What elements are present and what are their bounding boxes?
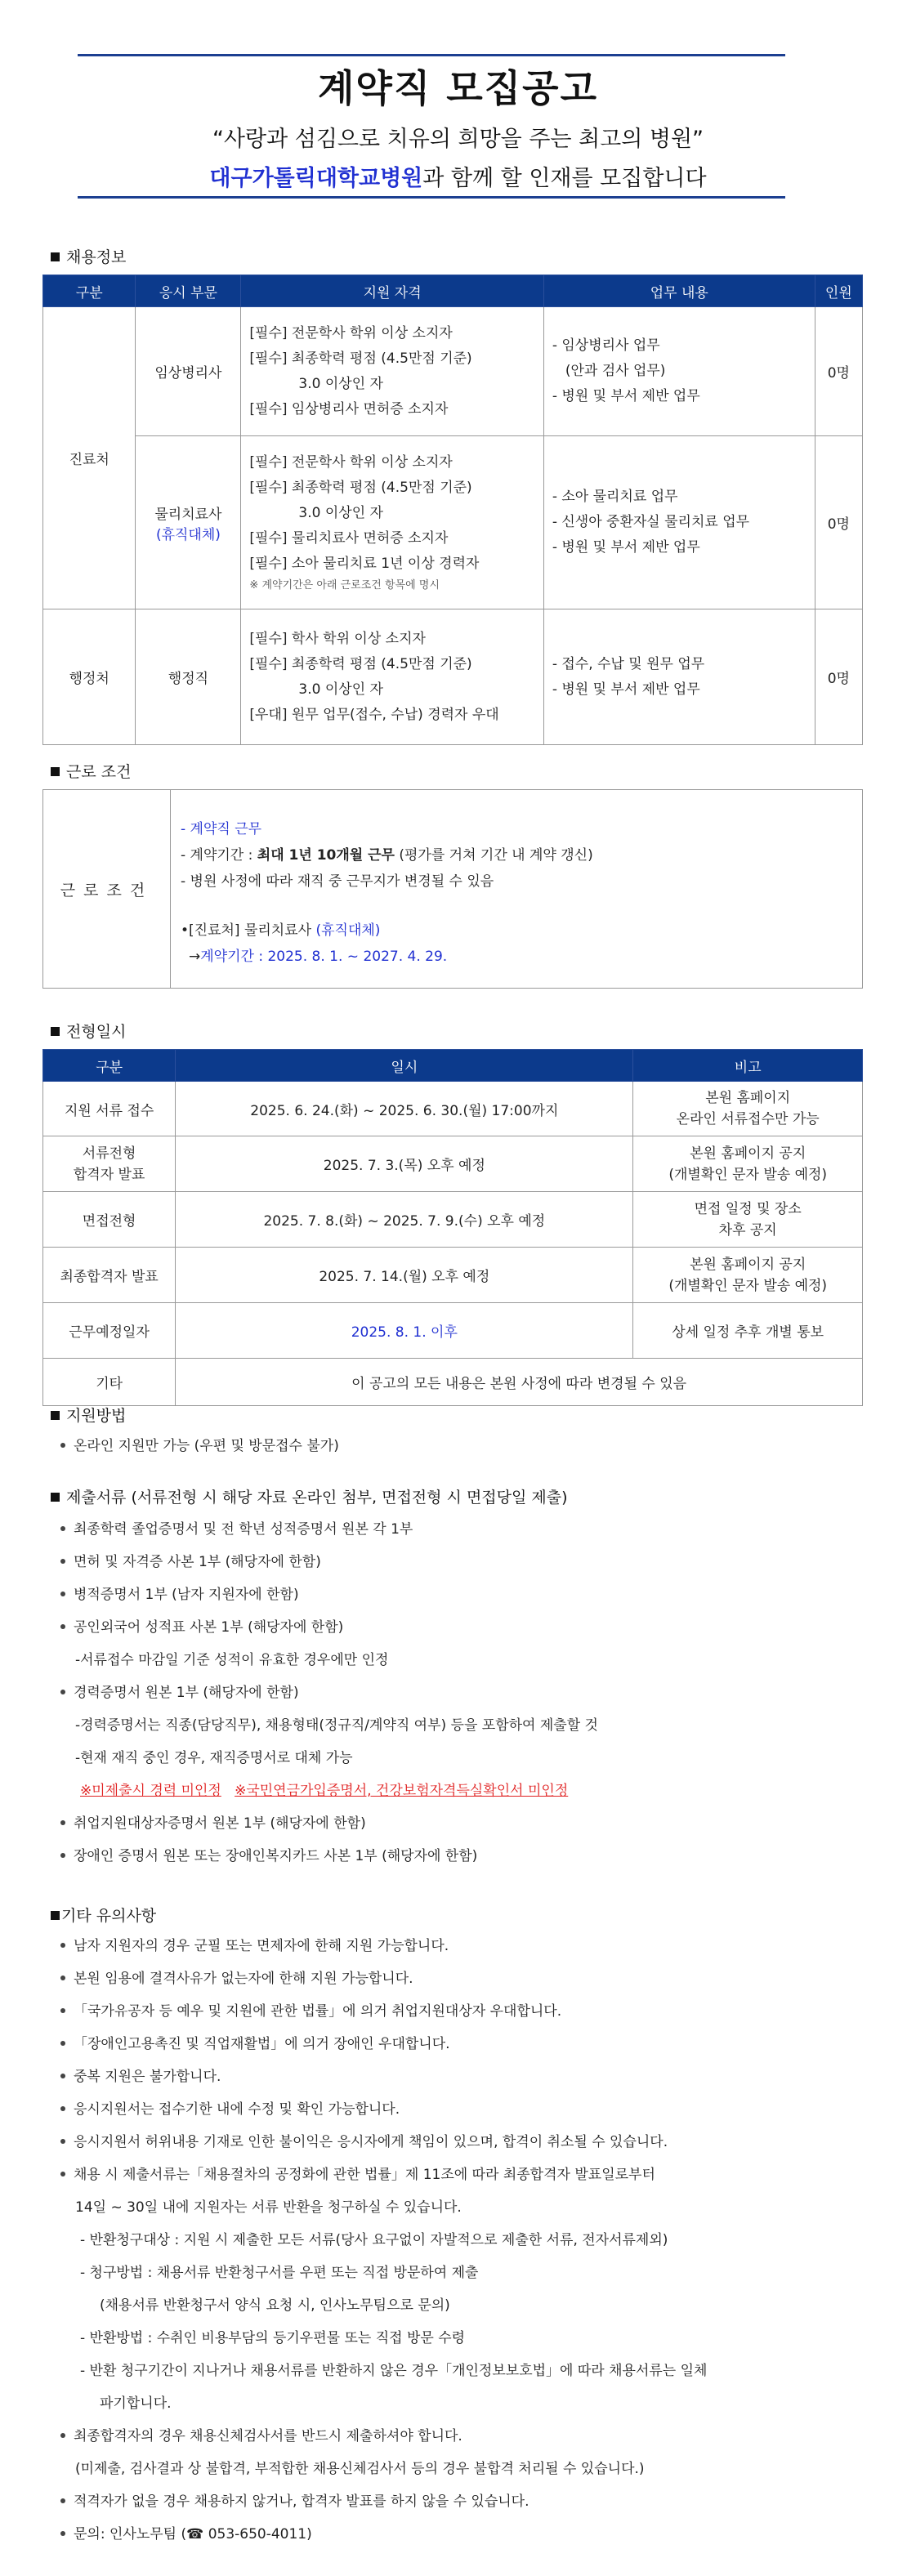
duty-cell (543, 609, 815, 745)
bullet-icon (60, 2498, 65, 2503)
col-header: 일시 (176, 1050, 633, 1082)
warning-text: ※미제출시 경력 미인정 (80, 1783, 221, 1799)
stage-cell: 근무예정일자 (43, 1303, 176, 1359)
list-subitem: (채용서류 반환청구서 양식 요청 시, 인사노무팀으로 문의) (100, 2297, 450, 2314)
list-item (51, 2485, 707, 2518)
list-subitem: - 청구방법 : 채용서류 반환청구서를 우편 또는 직접 방문하여 제출 (80, 2265, 479, 2281)
section-title: 전형일시 (66, 1023, 127, 1041)
spacer (181, 895, 593, 917)
note-cell (633, 1082, 863, 1136)
list-item (51, 2126, 707, 2159)
date-cell: 2025. 8. 1. 이후 (176, 1303, 633, 1359)
qual-line: [필수] 전문학사 학위 이상 소지자 (249, 454, 453, 471)
bullet-icon (60, 1820, 65, 1825)
list-item-text: 취업지원대상자증명서 원본 1부 (해당자에 한함) (74, 1815, 366, 1832)
note-line: 본원 홈페이지 (705, 1090, 791, 1106)
qual-cell (241, 307, 543, 436)
hospital-slogan: “사랑과 섬김으로 치유의 희망을 주는 최고의 병원” (212, 127, 704, 152)
col-header: 업무 내용 (543, 275, 815, 307)
date-cell: 2025. 7. 8.(화) ~ 2025. 7. 9.(수) 오후 예정 (176, 1192, 633, 1248)
bullet-icon (60, 1592, 65, 1596)
schedule-table (42, 1049, 863, 1406)
duty-line: - 병원 및 부서 제반 업무 (552, 539, 700, 556)
note-line: (개별확인 문자 발송 예정) (668, 1277, 828, 1294)
contact-text: 문의: 인사노무팀 (☎ 053-650-4011) (74, 2526, 312, 2543)
condition-text: •[진료처] 물리치료사 (181, 922, 316, 939)
date-cell: 2025. 7. 3.(목) 오후 예정 (176, 1136, 633, 1192)
list-item (51, 1995, 707, 2028)
list-subitem: (미제출, 검사결과 상 불합격, 부적합한 채용신체검사서 등의 경우 불합격 처리될 수 있습니다.) (75, 2461, 645, 2477)
list-item-text: 병적증명서 1부 (남자 지원자에 한함) (74, 1587, 299, 1603)
table-row (43, 1303, 863, 1359)
recruit-subtitle-tail: 과 함께 할 인재를 모집합니다 (422, 166, 707, 191)
count-cell: 0명 (815, 307, 862, 436)
col-header: 지원 자격 (241, 275, 543, 307)
table-row (43, 1248, 863, 1303)
list-item (51, 1611, 598, 1644)
list-item-text: 남자 지원자의 경우 군필 또는 면제자에 한해 지원 가능합니다. (74, 1938, 449, 1954)
stage-line: 서류전형 (82, 1145, 136, 1162)
documents-list (51, 1513, 598, 1873)
stage-cell: 면접전형 (43, 1192, 176, 1248)
section-title: 채용정보 (66, 248, 127, 266)
stage-line: 합격자 발표 (73, 1166, 145, 1183)
list-item (51, 1962, 707, 1995)
qual-line: 3.0 이상인 자 (298, 505, 383, 521)
duty-line: (안과 검사 업무) (565, 363, 666, 379)
table-row (43, 436, 863, 609)
group-cell: 진료처 (43, 307, 136, 609)
qual-line: [필수] 최종학력 평점 (4.5만점 기준) (249, 655, 472, 672)
col-header: 인원 (815, 275, 862, 307)
list-item-text: 적격자가 없을 경우 채용하지 않거나, 합격자 발표를 하지 않을 수 있습니다. (74, 2493, 529, 2510)
list-item (51, 2028, 707, 2060)
condition-line (181, 842, 593, 868)
section-work-conditions (51, 760, 131, 782)
notes-list (51, 1930, 707, 2551)
group-cell: 행정처 (43, 609, 136, 745)
bullet-icon (60, 2106, 65, 2111)
list-item (51, 2518, 707, 2551)
table-row (43, 1082, 863, 1136)
bullet-icon (60, 1559, 65, 1564)
bullet-icon (60, 2041, 65, 2046)
qual-cell (241, 436, 543, 609)
condition-line (181, 944, 593, 970)
table-row (43, 1359, 863, 1406)
work-conditions-body (181, 816, 593, 970)
section-bullet-icon (51, 252, 60, 261)
bullet-icon (60, 1526, 65, 1531)
section-bullet-icon (51, 1411, 60, 1420)
section-bullet-icon (51, 767, 60, 776)
qual-line: 3.0 이상인 자 (298, 375, 383, 392)
stage-cell: 기타 (43, 1359, 176, 1406)
condition-emph: 최대 1년 10개월 근무 (257, 847, 395, 864)
bullet-icon (60, 2139, 65, 2144)
date-cell: 2025. 7. 14.(월) 오후 예정 (176, 1248, 633, 1303)
qual-note: ※ 계약기간은 아래 근로조건 항목에 명시 (249, 579, 440, 592)
schedule-table-header (43, 1050, 863, 1082)
qual-line: [필수] 임상병리사 면허증 소지자 (249, 400, 449, 417)
bullet-icon (60, 2008, 65, 2013)
list-item-text: 장애인 증명서 원본 또는 장애인복지카드 사본 1부 (해당자에 한함) (74, 1848, 478, 1864)
bullet-icon (60, 2433, 65, 2438)
bullet-icon (60, 1624, 65, 1629)
bullet-icon (60, 1976, 65, 1980)
note-cell (633, 1136, 863, 1192)
qual-line: 3.0 이상인 자 (298, 681, 383, 698)
condition-line (181, 917, 593, 944)
list-subitem: - 반환 청구기간이 지나거나 채용서류를 반환하지 않은 경우「개인정보보호법」에 따라 채용서류는 일체 (80, 2363, 708, 2379)
list-item (51, 1430, 339, 1462)
list-item (51, 1930, 707, 1962)
list-item-text: 경력증명서 원본 1부 (해당자에 한함) (74, 1685, 299, 1701)
condition-emph: 계약기간 : 2025. 8. 1. ~ 2027. 4. 29. (200, 949, 448, 965)
bullet-icon (60, 1943, 65, 1948)
warning-text: ※국민연금가입증명서, 건강보험자격득실확인서 미인정 (235, 1783, 569, 1799)
col-header: 비고 (633, 1050, 863, 1082)
qual-line: [필수] 학사 학위 이상 소지자 (249, 630, 426, 647)
hospital-name: 대구가톨릭대학교병원 (209, 166, 423, 191)
list-subitem: 파기합니다. (100, 2395, 172, 2412)
table-row (43, 307, 863, 436)
note-line: 본원 홈페이지 공지 (690, 1145, 807, 1162)
work-conditions-label: 근로조건 (43, 790, 171, 988)
list-item-text: 최종학력 졸업증명서 및 전 학년 성적증명서 원본 각 1부 (74, 1521, 413, 1538)
part-cell: 행정직 (136, 609, 241, 745)
note-line: 면접 일정 및 장소 (694, 1200, 802, 1217)
bullet-icon (60, 1690, 65, 1694)
duty-line: - 소아 물리치료 업무 (552, 489, 678, 505)
section-bullet-icon (51, 1911, 60, 1920)
condition-text: - 계약기간 : (181, 847, 257, 864)
condition-line: - 계약직 근무 (181, 821, 262, 837)
col-header: 응시 부문 (136, 275, 241, 307)
section-title: 기타 유의사항 (61, 1907, 157, 1925)
col-header: 구분 (43, 275, 136, 307)
bullet-icon (60, 2074, 65, 2078)
section-title: 제출서류 (서류전형 시 해당 자료 온라인 첨부, 면접전형 시 면접당일 제출) (66, 1489, 568, 1507)
recruit-table-header (43, 275, 863, 307)
condition-emph: (휴직대체) (315, 922, 381, 939)
list-item (51, 2060, 707, 2093)
date-cell: 이 공고의 모든 내용은 본원 사정에 따라 변경될 수 있음 (176, 1359, 863, 1406)
part-cell: 임상병리사 (136, 307, 241, 436)
list-item-text: 응시지원서 허위내용 기재로 인한 불이익은 응시자에게 책임이 있으며, 합격이 취소될 수 있습니다. (74, 2134, 668, 2150)
list-subitem: 14일 ~ 30일 내에 지원자는 서류 반환을 청구하실 수 있습니다. (75, 2199, 462, 2216)
list-item-text: 채용 시 제출서류는「채용절차의 공정화에 관한 법률」제 11조에 따라 최종합격자 발표일로부터 (74, 2167, 655, 2183)
recruit-table (42, 275, 863, 745)
list-item-text: 응시지원서는 접수기한 내에 수정 및 확인 가능합니다. (74, 2101, 400, 2118)
recruit-subtitle (0, 160, 916, 192)
qual-line: [필수] 최종학력 평점 (4.5만점 기준) (249, 480, 472, 496)
note-line: 온라인 서류접수만 가능 (676, 1111, 820, 1127)
list-item-text: 중복 지원은 불가합니다. (74, 2069, 221, 2085)
note-cell (633, 1248, 863, 1303)
arrow-icon: → (189, 949, 201, 965)
list-subitem: -경력증명서는 직종(담당직무), 채용형태(정규직/계약직 여부) 등을 포함하여 제출할 것 (75, 1717, 598, 1734)
duty-line: - 신생아 중환자실 물리치료 업무 (552, 514, 750, 530)
list-item-text: 「국가유공자 등 예우 및 지원에 관한 법률」에 의거 취업지원대상자 우대합니다. (74, 2003, 562, 2020)
list-subitem: - 반환청구대상 : 지원 시 제출한 모든 서류(당사 요구없이 자발적으로 제출한 서류, 전자서류제외) (80, 2232, 668, 2248)
duty-line: - 병원 및 부서 제반 업무 (552, 388, 700, 404)
section-documents (51, 1485, 568, 1507)
qual-line: [필수] 최종학력 평점 (4.5만점 기준) (249, 350, 472, 367)
bullet-icon (60, 2172, 65, 2176)
qual-line: [우대] 원무 업무(접수, 수납) 경력자 우대 (249, 706, 499, 723)
section-title: 지원방법 (66, 1407, 127, 1425)
list-subitem: - 반환방법 : 수취인 비용부담의 등기우편물 또는 직접 방문 수령 (80, 2330, 466, 2346)
note-line: 차후 공지 (718, 1221, 777, 1239)
qual-cell (241, 609, 543, 745)
note-cell: 상세 일정 추후 개별 통보 (633, 1303, 863, 1359)
list-item (51, 1807, 598, 1840)
col-header: 구분 (43, 1050, 176, 1082)
part-label: 물리치료사 (154, 506, 222, 523)
table-row (43, 1192, 863, 1248)
count-cell: 0명 (815, 436, 862, 609)
note-line: (개별확인 문자 발송 예정) (668, 1166, 828, 1183)
section-bullet-icon (51, 1027, 60, 1036)
page-title: 계약직 모집공고 (317, 66, 599, 110)
list-item-text: 공인외국어 성적표 사본 1부 (해당자에 한함) (74, 1619, 344, 1636)
duty-cell (543, 436, 815, 609)
section-recruit-info (51, 245, 126, 267)
table-row (43, 1136, 863, 1192)
list-item-text: 「장애인고용촉진 및 직업재활법」에 의거 장애인 우대합니다. (74, 2036, 450, 2052)
section-bullet-icon (51, 1493, 60, 1502)
stage-cell (43, 1136, 176, 1192)
qual-line: [필수] 소아 물리치료 1년 이상 경력자 (249, 556, 480, 572)
section-schedule (51, 1020, 126, 1042)
header-bottom-line (78, 196, 785, 199)
bullet-icon (60, 1853, 65, 1858)
list-item (51, 2093, 707, 2126)
list-subitem: -현재 재직 중인 경우, 재직증명서로 대체 가능 (75, 1750, 353, 1766)
part-note: (휴직대체) (155, 526, 221, 543)
section-title: 근로 조건 (66, 763, 132, 781)
duty-line: - 병원 및 부서 제반 업무 (552, 681, 700, 698)
list-subitem-warning (51, 1775, 598, 1807)
list-item (51, 1513, 598, 1546)
count-cell: 0명 (815, 609, 862, 745)
duty-line: - 임상병리사 업무 (552, 337, 660, 354)
condition-line: - 병원 사정에 따라 재직 중 근무지가 변경될 수 있음 (181, 873, 494, 890)
note-cell (633, 1192, 863, 1248)
list-item-text: 본원 임용에 결격사유가 없는자에 한해 지원 가능합니다. (74, 1971, 413, 1987)
qual-line: [필수] 물리치료사 면허증 소지자 (249, 530, 449, 547)
list-item-text: 최종합격자의 경우 채용신체검사서를 반드시 제출하셔야 합니다. (74, 2428, 462, 2444)
section-apply-method (51, 1404, 126, 1426)
list-item (51, 1676, 598, 1709)
section-other-notes (51, 1904, 156, 1926)
qual-line: [필수] 전문학사 학위 이상 소지자 (249, 324, 453, 342)
work-conditions-box (42, 789, 863, 989)
list-item (51, 1546, 598, 1578)
part-cell (136, 436, 241, 609)
header-top-line (78, 54, 785, 56)
list-item (51, 1578, 598, 1611)
list-item-text: 면허 및 자격증 사본 1부 (해당자에 한함) (74, 1554, 321, 1570)
bullet-icon (60, 1443, 65, 1448)
list-item (51, 1840, 598, 1873)
date-cell: 2025. 6. 24.(화) ~ 2025. 6. 30.(월) 17:00까지 (176, 1082, 633, 1136)
duty-line: - 접수, 수납 및 원무 업무 (552, 655, 705, 672)
list-item-text: 온라인 지원만 가능 (우편 및 방문접수 불가) (74, 1438, 339, 1454)
stage-cell: 최종합격자 발표 (43, 1248, 176, 1303)
list-item (51, 2159, 707, 2191)
list-item (51, 2420, 707, 2453)
bullet-icon (60, 2531, 65, 2536)
apply-list (51, 1430, 339, 1462)
condition-text: (평가를 거쳐 기간 내 계약 갱신) (394, 847, 593, 864)
stage-cell: 지원 서류 접수 (43, 1082, 176, 1136)
list-subitem: -서류접수 마감일 기준 성적이 유효한 경우에만 인정 (75, 1652, 389, 1668)
note-line: 본원 홈페이지 공지 (690, 1256, 807, 1273)
table-row (43, 609, 863, 745)
duty-cell (543, 307, 815, 436)
